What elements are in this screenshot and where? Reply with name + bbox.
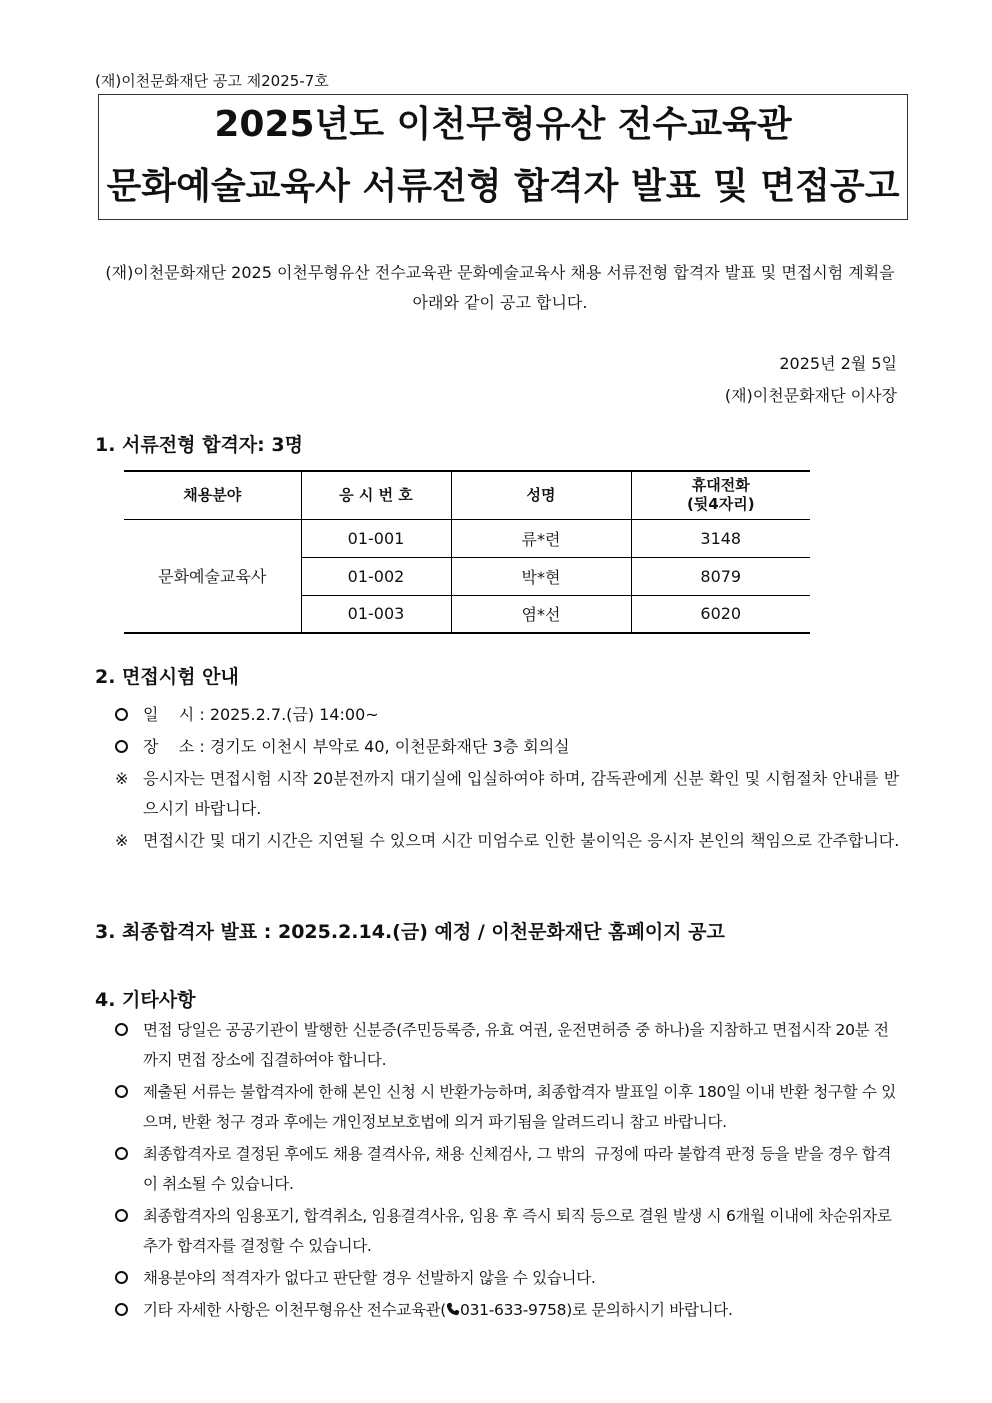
header-phone-line2: (뒷4자리) (686, 495, 755, 514)
list-item-text: 최종합격자로 결정된 후에도 채용 결격사유, 채용 신체검사, 그 밖의 규정에 따라 불합격 판정 등을 받을 경우 합격이 취소될 수 있습니다. (143, 1145, 892, 1193)
contact-text (143, 1301, 733, 1319)
applicant-number: 01-001 (301, 519, 451, 557)
header-phone (631, 471, 810, 519)
list-item (115, 1015, 900, 1075)
contact-prefix: 기타 자세한 사항은 이천무형유산 전수교육관( (143, 1301, 447, 1319)
interview-date: 일 시 : 2025.2.7.(금) 14:00~ (143, 705, 379, 724)
header-field: 채용분야 (183, 485, 242, 504)
list-item-text: 면접 당일은 공공기관이 발행한 신분증(주민등록증, 유효 여권, 운전면허증 중 하나)을 지참하고 면접시작 20분 전까지 면접 장소에 집결하여야 합니다. (143, 1021, 889, 1069)
list-item-text: 최종합격자의 임용포기, 합격취소, 임용결격사유, 임용 후 즉시 퇴직 등으로 결원 발생 시 6개월 이내에 차순위자로 추가 합격자를 결정할 수 있습니다. (143, 1207, 892, 1255)
interview-place: 장 소 : 경기도 이천시 부악로 40, 이천문화재단 3층 회의실 (143, 737, 570, 756)
list-item (115, 764, 900, 824)
list-item (115, 1201, 900, 1261)
header-phone-line1: 휴대전화 (691, 476, 750, 495)
bullet-circle-icon (115, 1139, 135, 1169)
note-text: 응시자는 면접시험 시작 20분전까지 대기실에 입실하여야 하며, 감독관에게 신분 확인 및 시험절차 안내를 받으시기 바랍니다. (143, 769, 900, 818)
contact-suffix: )로 문의하시기 바랍니다. (566, 1301, 733, 1319)
bullet-circle-icon (115, 1201, 135, 1231)
bullet-circle-icon (115, 732, 135, 762)
section3-heading: 3. 최종합격자 발표 : 2025.2.14.(금) 예정 / 이천문화재단 홈페이지 공고 (95, 921, 725, 943)
list-item-text: 제출된 서류는 불합격자에 한해 본인 신청 시 반환가능하며, 최종합격자 발표일 이후 180일 이내 반환 청구할 수 있으며, 반환 청구 경과 후에는 개인정보보호법에 의거 파기됨을 알려드리니 참고 바랍니다. (143, 1083, 896, 1131)
category-cell: 문화예술교육사 (124, 519, 301, 633)
list-item (115, 1139, 900, 1199)
applicant-name: 박*현 (451, 557, 631, 595)
applicant-phone: 8079 (631, 557, 810, 595)
title-line-1: 2025년도 이천무형유산 전수교육관 (214, 104, 792, 145)
contact-phone: 031-633-9758 (460, 1301, 567, 1319)
date-block (725, 348, 897, 412)
table-row (124, 519, 810, 557)
list-item (115, 700, 900, 730)
applicant-number: 01-003 (347, 604, 405, 624)
title-line-2: 문화예술교육사 서류전형 합격자 발표 및 면접공고 (106, 166, 900, 207)
applicant-number: 01-002 (347, 566, 405, 586)
bullet-circle-icon (115, 1077, 135, 1107)
note-mark: ※ (115, 831, 129, 850)
note-text: 면접시간 및 대기 시간은 지연될 수 있으며 시간 미엄수로 인한 불이익은 응시자 본인의 책임으로 간주합니다. (143, 831, 900, 850)
header-name: 성명 (451, 471, 631, 519)
applicant-phone: 3148 (631, 519, 810, 557)
bullet-circle-icon (115, 1263, 135, 1293)
list-item-text: 채용분야의 적격자가 없다고 판단할 경우 선발하지 않을 수 있습니다. (143, 1269, 596, 1287)
issue-date: 2025년 2월 5일 (779, 354, 897, 373)
other-info-list (115, 1015, 900, 1327)
list-item (115, 1295, 900, 1325)
intro-paragraph: (재)이천문화재단 2025 이천무형유산 전수교육관 문화예술교육사 채용 서류전형 합격자 발표 및 면접시험 계획을 아래와 같이 공고 합니다. (105, 263, 895, 312)
applicant-phone: 6020 (631, 595, 810, 633)
list-item (115, 1263, 900, 1293)
table-header-row (124, 471, 810, 519)
section4-heading: 4. 기타사항 (95, 989, 196, 1011)
bullet-circle-icon (115, 700, 135, 730)
bullet-circle-icon (115, 1295, 135, 1325)
applicant-name: 염*선 (451, 595, 631, 633)
notice-number: (재)이천문화재단 공고 제2025-7호 (95, 72, 329, 90)
interview-info-list (115, 700, 900, 858)
note-mark: ※ (115, 769, 129, 788)
pass-table (124, 470, 810, 634)
phone-icon (446, 1302, 460, 1316)
section1-heading: 1. 서류전형 합격자: 3명 (95, 434, 303, 456)
list-item (115, 732, 900, 762)
section2-heading: 2. 면접시험 안내 (95, 666, 239, 688)
header-number: 응 시 번 호 (301, 471, 451, 519)
list-item (115, 826, 900, 856)
applicant-name: 류*련 (451, 519, 631, 557)
issuer: (재)이천문화재단 이사장 (724, 386, 897, 405)
list-item (115, 1077, 900, 1137)
bullet-circle-icon (115, 1015, 135, 1045)
title-box (98, 94, 908, 220)
